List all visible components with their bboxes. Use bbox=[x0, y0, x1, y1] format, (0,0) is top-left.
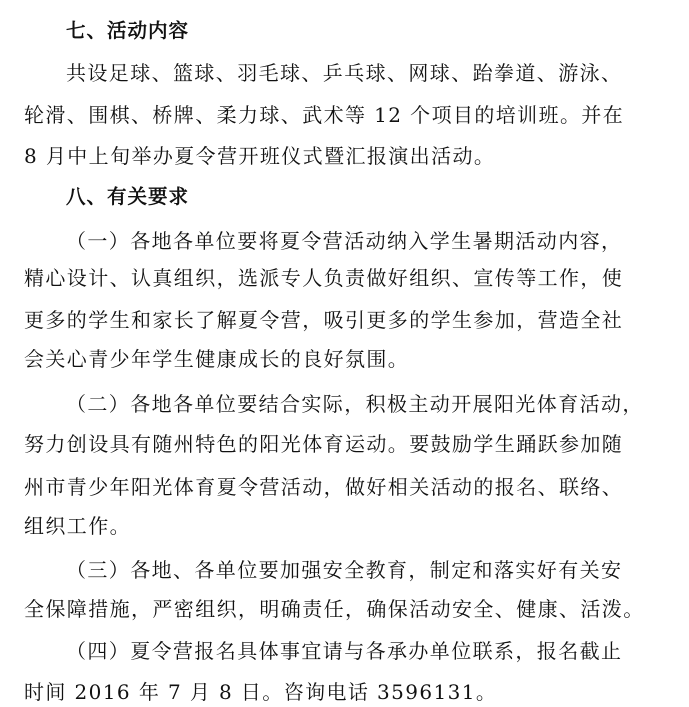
paragraph-line: 更多的学生和家长了解夏令营，吸引更多的学生参加，营造全社 bbox=[24, 308, 624, 332]
paragraph-line: 精心设计、认真组织，选派专人负责做好组织、宣传等工作，使 bbox=[24, 266, 624, 290]
paragraph-line: （二）各地各单位要结合实际，积极主动开展阳光体育活动， bbox=[66, 392, 644, 416]
paragraph-line: 州市青少年阳光体育夏令营活动，做好相关活动的报名、联络、 bbox=[24, 475, 624, 499]
paragraph-line: 会关心青少年学生健康成长的良好氛围。 bbox=[24, 347, 410, 371]
paragraph-line: 努力创设具有随州特色的阳光体育运动。要鼓励学生踊跃参加随 bbox=[24, 432, 624, 456]
paragraph-line: 共设足球、篮球、羽毛球、乒乓球、网球、跆拳道、游泳、 bbox=[66, 61, 623, 85]
section-heading-requirements: 八、有关要求 bbox=[66, 185, 190, 208]
paragraph-line: 组织工作。 bbox=[24, 514, 131, 538]
paragraph-line: 时间 2016 年 7 月 8 日。咨询电话 3596131。 bbox=[24, 680, 498, 704]
section-heading-activity-content: 七、活动内容 bbox=[66, 19, 190, 42]
paragraph-line: （一）各地各单位要将夏令营活动纳入学生暑期活动内容， bbox=[66, 229, 623, 253]
paragraph-line: 轮滑、围棋、桥牌、柔力球、武术等 12 个项目的培训班。并在 bbox=[24, 103, 625, 127]
paragraph-line: （三）各地、各单位要加强安全教育，制定和落实好有关安 bbox=[66, 558, 623, 582]
paragraph-line: 8 月中上旬举办夏令营开班仪式暨汇报演出活动。 bbox=[24, 144, 496, 168]
paragraph-line: 全保障措施，严密组织，明确责任，确保活动安全、健康、活泼。 bbox=[24, 597, 645, 621]
paragraph-line: （四）夏令营报名具体事宜请与各承办单位联系，报名截止 bbox=[66, 639, 623, 663]
